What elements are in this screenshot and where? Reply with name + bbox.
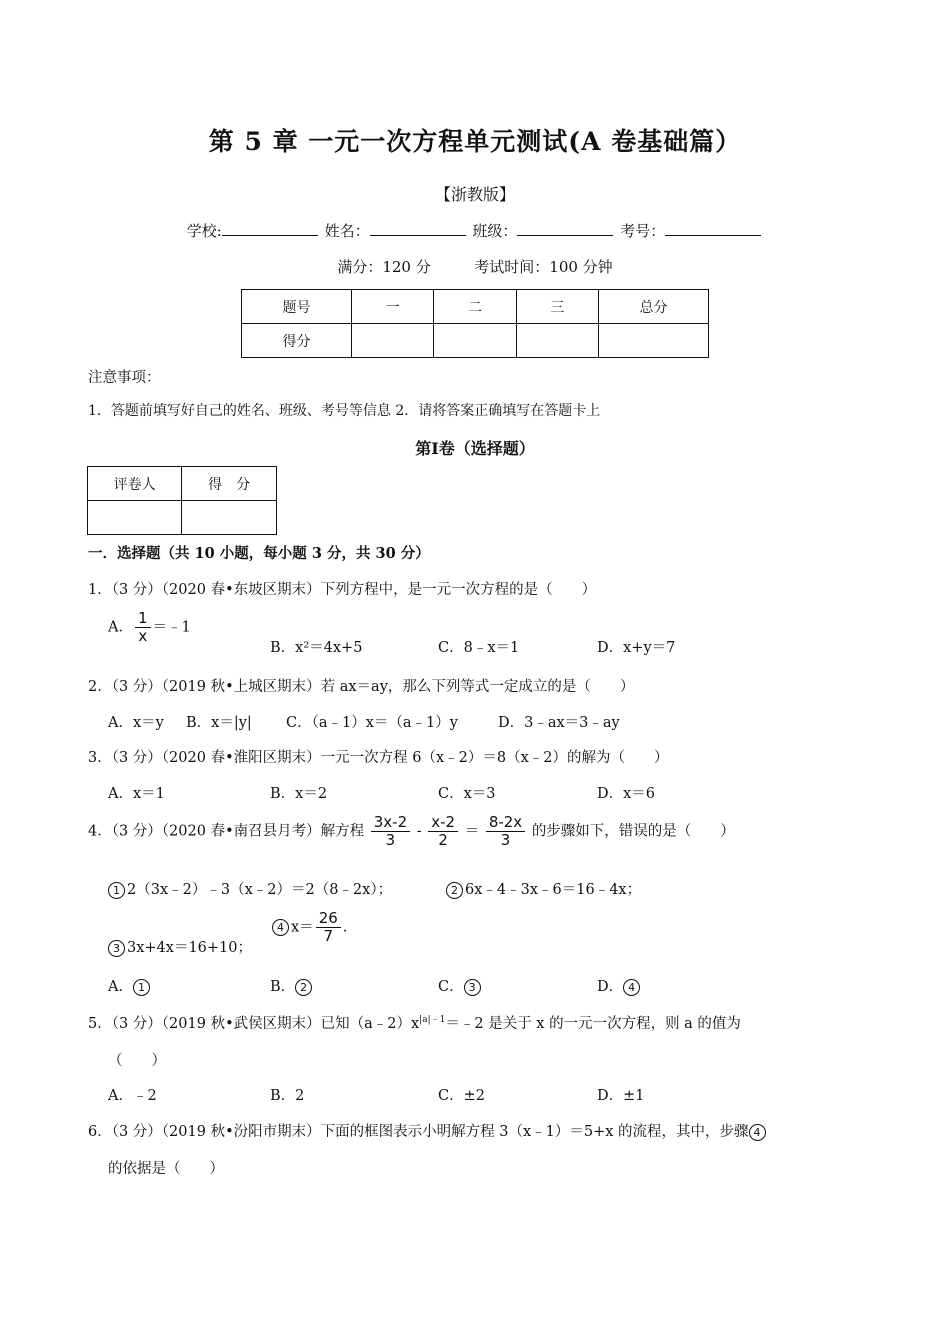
exam-no-label: 考号：: [620, 222, 666, 240]
name-label: 姓名：: [324, 222, 370, 240]
question-5-stem-continued: （ ）: [108, 1053, 166, 1069]
question-4-step-1: [108, 878, 392, 899]
class-blank[interactable]: [517, 221, 613, 236]
step-text: 2（3x﹣2）﹣3（x﹣2）＝2（8﹣2x）；: [127, 882, 393, 898]
fraction-numerator: x-2: [428, 814, 458, 832]
question-2-stem: 2．（3 分）（2019 秋•上城区期末）若 ax＝ay，那么下列等式一定成立的是（ ）: [88, 679, 635, 695]
question-2-option-c[interactable]: C．（a﹣1）x＝（a﹣1）y: [286, 715, 458, 731]
circled-number-icon: 3: [108, 940, 125, 957]
edition-label: 【浙教版】: [434, 185, 515, 204]
question-2-option-b[interactable]: B．x＝|y|: [186, 715, 252, 731]
circled-number-icon: 2: [446, 882, 463, 899]
question-4-step-3: [108, 936, 252, 957]
question-3-option-a[interactable]: A．x＝1: [108, 786, 165, 802]
fraction-denominator: 7: [323, 927, 333, 945]
question-4-stem: [88, 814, 735, 849]
question-5-stem: [88, 1012, 741, 1033]
question-4-option-a[interactable]: [108, 975, 152, 996]
option-label: B．: [270, 979, 296, 995]
page-title: 第 5 章 一元一次方程单元测试(A 卷基础篇）: [208, 127, 742, 156]
part-one-heading: 一．选择题（共 10 小题，每小题 3 分，共 30 分）: [88, 545, 430, 562]
notice-heading: 注意事项：: [88, 370, 161, 386]
score-table-header: 总分: [598, 290, 708, 324]
step-text: 3x+4x＝16+10；: [127, 940, 253, 956]
option-label: D．: [597, 979, 624, 995]
question-3-stem: 3．（3 分）（2020 春•淮阳区期末）一元一次方程 6（x﹣2）＝8（x﹣2）的解为（ ）: [88, 750, 669, 766]
question-3-option-d[interactable]: D．x＝6: [597, 786, 656, 802]
fraction-denominator: x: [138, 627, 148, 645]
option-label: A．: [108, 979, 133, 995]
score-table-header: 一: [352, 290, 434, 324]
stem-text: 4．（3 分）（2020 春•南召县月考）解方程: [88, 823, 365, 840]
question-4-option-b[interactable]: [270, 975, 314, 996]
fraction: [316, 910, 341, 945]
operator: ＝: [464, 823, 480, 840]
notice-text: 1．答题前填写好自己的姓名、班级、考号等信息 2．请将答案正确填写在答题卡上: [88, 403, 601, 419]
score-row-label: 得分: [242, 324, 352, 358]
option-label: C．: [438, 979, 464, 995]
stem-text: 的步骤如下，错误的是（ ）: [531, 823, 735, 840]
question-1-option-d[interactable]: D．x+y＝7: [597, 640, 676, 656]
score-cell[interactable]: [434, 324, 516, 358]
question-1-option-b[interactable]: B．x²＝4x+5: [270, 640, 363, 656]
circled-number-icon: 4: [272, 919, 289, 936]
stem-text: 6．（3 分）（2019 秋•汾阳市期末）下面的框图表示小明解方程 3（x﹣1）＝5+x 的流程，其中，步骤: [88, 1124, 749, 1140]
name-blank[interactable]: [370, 221, 466, 236]
fraction-denominator: 3: [500, 831, 511, 849]
class-label: 班级：: [472, 222, 518, 240]
grader-table: [87, 466, 277, 535]
question-4-step-2: [446, 878, 641, 899]
step-text: x＝: [291, 919, 314, 936]
fraction: [486, 814, 525, 849]
question-4-option-d[interactable]: [597, 975, 642, 996]
fraction-denominator: 3: [385, 831, 396, 849]
circled-number-icon: 4: [749, 1124, 766, 1141]
score-cell[interactable]: [516, 324, 598, 358]
score-time-line: [0, 256, 950, 277]
exam-no-blank[interactable]: [665, 221, 761, 236]
fraction-numerator: 1: [135, 610, 151, 628]
circled-number-icon: 4: [623, 979, 640, 996]
operator: -: [416, 823, 422, 840]
student-info-line: [0, 220, 950, 241]
school-blank[interactable]: [222, 221, 318, 236]
grader-score-label: 得 分: [182, 467, 277, 501]
question-1-option-a[interactable]: [108, 610, 191, 645]
score-cell[interactable]: [598, 324, 708, 358]
circled-number-icon: 3: [464, 979, 481, 996]
question-2-option-d[interactable]: D．3﹣ax＝3﹣ay: [498, 715, 620, 731]
question-1-stem: 1．（3 分）（2020 春•东坡区期末）下列方程中，是一元一次方程的是（ ）: [88, 582, 597, 598]
question-1-option-c[interactable]: C．8﹣x＝1: [438, 640, 520, 656]
fraction: [371, 814, 410, 849]
circled-number-icon: 2: [295, 979, 312, 996]
question-6-stem: [88, 1120, 768, 1141]
score-table: [241, 289, 709, 358]
stem-text: 5．（3 分）（2019 秋•武侯区期末）已知（a﹣2）x: [88, 1016, 420, 1032]
fraction-numerator: 8-2x: [486, 814, 525, 832]
question-5-option-b[interactable]: B．2: [270, 1088, 305, 1104]
step-text: 6x﹣4﹣3x﹣6＝16﹣4x；: [465, 882, 642, 898]
grader-label: 评卷人: [88, 467, 182, 501]
fraction: [135, 610, 151, 645]
fraction-numerator: 26: [316, 910, 341, 928]
step-text: .: [342, 919, 348, 936]
fraction: [428, 814, 458, 849]
question-2-option-a[interactable]: A．x＝y: [108, 715, 164, 731]
option-label: A．: [108, 619, 133, 636]
question-4-step-4: [272, 910, 347, 945]
question-5-option-a[interactable]: A．﹣2: [108, 1088, 157, 1104]
score-table-header: 题号: [242, 290, 352, 324]
question-3-option-b[interactable]: B．x＝2: [270, 786, 328, 802]
exam-time: 考试时间：100 分钟: [474, 258, 613, 276]
question-3-option-c[interactable]: C．x＝3: [438, 786, 496, 802]
circled-number-icon: 1: [133, 979, 150, 996]
section-title: 第Ⅰ卷（选择题）: [415, 439, 535, 458]
school-label: 学校:: [186, 222, 222, 240]
question-5-option-d[interactable]: D．±1: [597, 1088, 645, 1104]
circled-number-icon: 1: [108, 882, 125, 899]
grader-cell[interactable]: [88, 501, 182, 535]
fraction-denominator: 2: [438, 831, 448, 849]
score-table-header: 二: [434, 290, 516, 324]
exponent: |a|﹣1: [419, 1015, 446, 1026]
score-cell[interactable]: [352, 324, 434, 358]
full-score: 满分：120 分: [337, 258, 431, 276]
question-4-option-c[interactable]: [438, 975, 483, 996]
stem-text: ＝﹣2 是关于 x 的一元一次方程，则 a 的值为: [445, 1016, 741, 1032]
option-text: ＝﹣1: [152, 619, 191, 636]
score-table-header: 三: [516, 290, 598, 324]
fraction-numerator: 3x-2: [371, 814, 410, 832]
question-6-stem-continued: 的依据是（ ）: [108, 1161, 224, 1177]
question-5-option-c[interactable]: C．±2: [438, 1088, 485, 1104]
grader-cell[interactable]: [182, 501, 277, 535]
